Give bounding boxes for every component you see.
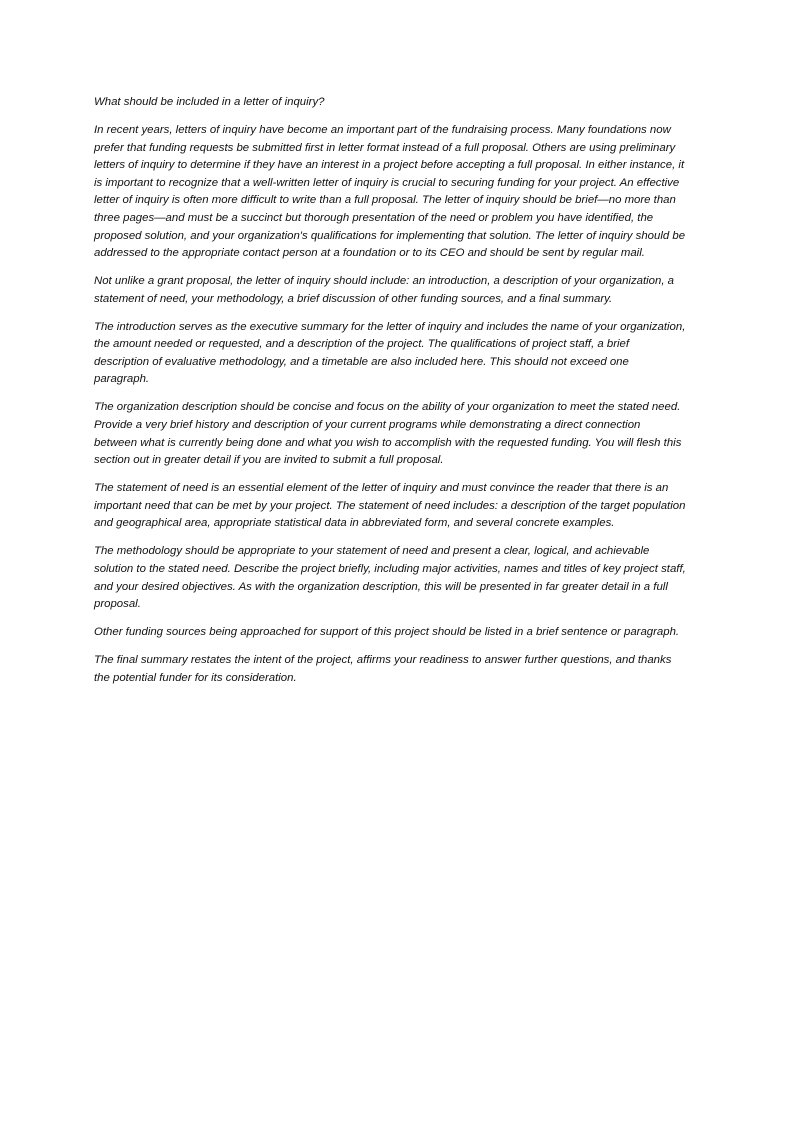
paragraph-methodology: The methodology should be appropriate to your statement of need and present a clear, logical, and achievable solution to the stated need. Describe the project briefly, including major activities, names and titles of key project staff, and your desired objectives. As with the organization description, this will be presented in far greater detail in a full proposal. [94,545,686,611]
paragraph-overview: In recent years, letters of inquiry have become an important part of the fundraising process. Many foundations now prefer that funding requests be submitted first in letter format instead of a full proposal. Others are using preliminary letters of inquiry to determine if they have an interest in a project before accepting a full proposal. In either instance, it is important to recognize that a well-written letter of inquiry is crucial to securing funding for your project. An effective letter of inquiry is often more difficult to write than a full proposal. The letter of inquiry should be brief—no more than three pages—and must be a succinct but thorough presentation of the need or problem you have identified, the proposed solution, and your organization's qualifications for implementing that solution. The letter of inquiry should be addressed to the appropriate contact person at a foundation or to its CEO and should be sent by regular mail. [94,123,686,260]
paragraph-statement-of-need: The statement of need is an essential element of the letter of inquiry and must convince the reader that there is an important need that can be met by your project. The statement of need includes: a description of the target population and geographical area, appropriate statistical data in abbreviated form, and several concrete examples. [94,482,686,530]
document-body [94,94,686,698]
paragraph-organization-description: The organization description should be concise and focus on the ability of your organization to meet the stated need. Provide a very brief history and description of your current programs while demonstrating a direct connection between what is currently being done and what you wish to accomplish with the requested funding. You will flesh this section out in greater detail if you are invited to submit a full proposal. [94,401,682,467]
paragraph-introduction: The introduction serves as the executive summary for the letter of inquiry and includes the name of your organization, the amount needed or requested, and a description of the project. The qualifications of project staff, a brief description of evaluative methodology, and a timetable are also included here. This should not exceed one paragraph. [94,320,686,386]
paragraph-other-funding: Other funding sources being approached for support of this project should be listed in a brief sentence or paragraph. [94,626,680,639]
paragraph-final-summary: The final summary restates the intent of the project, affirms your readiness to answer further questions, and thanks the potential funder for its consideration. [94,654,672,684]
document-heading: What should be included in a letter of inquiry? [94,96,325,108]
paragraph-components: Not unlike a grant proposal, the letter of inquiry should include: an introduction, a description of your organization, a statement of need, your methodology, a brief discussion of other funding sources, and a final summary. [94,275,675,305]
